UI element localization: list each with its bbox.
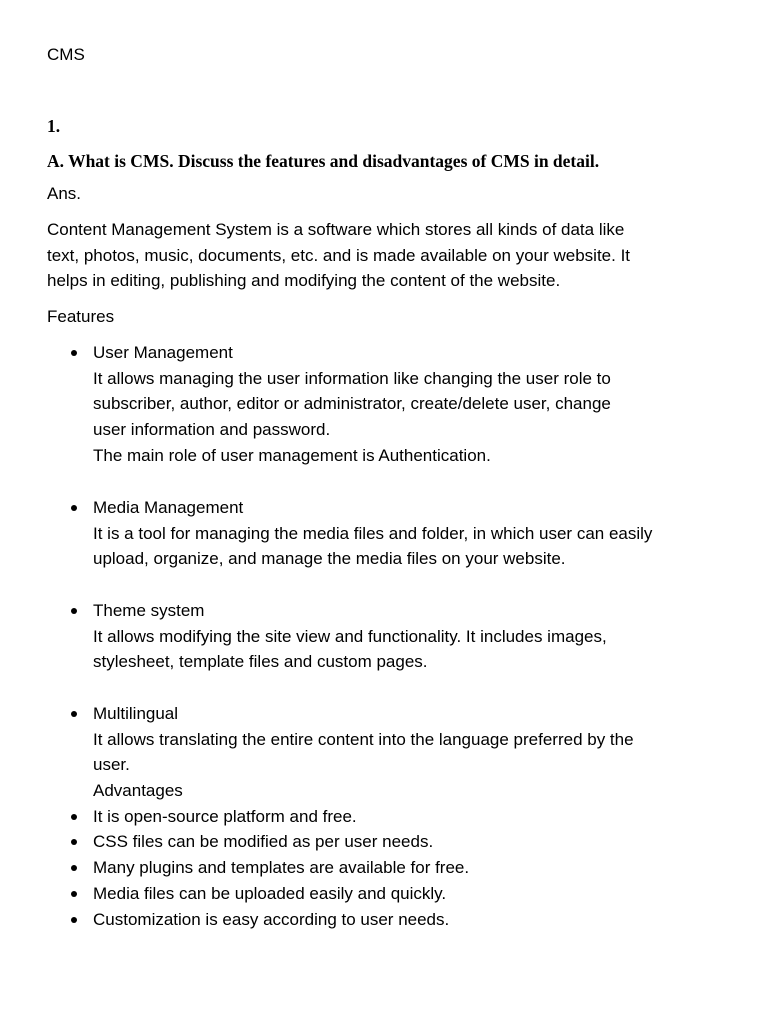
features-label: Features (47, 307, 115, 326)
advantage-item: Media files can be uploaded easily and quickly. (93, 883, 447, 903)
feature-line: user. (93, 755, 130, 775)
intro-line: helps in editing, publishing and modifying the content of the website. (47, 271, 561, 290)
advantage-item: Customization is easy according to user needs. (93, 909, 450, 929)
bullet-icon (71, 917, 77, 923)
intro-paragraph (47, 217, 737, 294)
bullet-icon (71, 891, 77, 897)
bullet-icon (71, 865, 77, 871)
feature-line: The main role of user management is Authentication. (93, 445, 491, 465)
feature-title: Media Management (93, 498, 244, 517)
feature-line: subscriber, author, editor or administrator, create/delete user, change (93, 394, 611, 414)
bullet-icon (71, 839, 77, 845)
feature-multilingual (47, 701, 737, 932)
advantage-item: CSS files can be modified as per user needs. (93, 832, 434, 852)
feature-line: It is a tool for managing the media files and folder, in which user can easily (93, 523, 653, 543)
feature-line: It allows managing the user information like changing the user role to (93, 368, 611, 388)
doc-header: CMS (47, 45, 85, 64)
feature-line: It allows translating the entire content into the language preferred by the (93, 729, 634, 749)
bullet-icon (71, 350, 77, 356)
bullet-icon (71, 814, 77, 820)
intro-line: text, photos, music, documents, etc. and is made available on your website. It (47, 245, 631, 265)
bullet-icon (71, 608, 77, 614)
answer-label: Ans. (47, 184, 82, 203)
feature-title: Theme system (93, 601, 205, 620)
bullet-icon (71, 711, 77, 717)
feature-line: stylesheet, template files and custom pages. (93, 652, 428, 672)
feature-line: upload, organize, and manage the media files on your website. (93, 549, 566, 569)
feature-line: user information and password. (93, 420, 331, 440)
feature-theme-system (47, 598, 737, 675)
advantage-item: It is open-source platform and free. (93, 806, 357, 826)
feature-title: User Management (93, 343, 233, 362)
question-number: 1. (47, 116, 61, 136)
feature-line: It allows modifying the site view and functionality. It includes images, (93, 626, 607, 646)
bullet-icon (71, 505, 77, 511)
question-heading: A. What is CMS. Discuss the features and disadvantages of CMS in detail. (47, 151, 600, 171)
feature-media-management (47, 495, 737, 572)
feature-title: Multilingual (93, 704, 179, 723)
feature-user-management (47, 340, 737, 468)
advantages-label: Advantages (93, 781, 183, 801)
intro-line: Content Management System is a software which stores all kinds of data like (47, 220, 625, 239)
advantage-item: Many plugins and templates are available for free. (93, 858, 470, 878)
